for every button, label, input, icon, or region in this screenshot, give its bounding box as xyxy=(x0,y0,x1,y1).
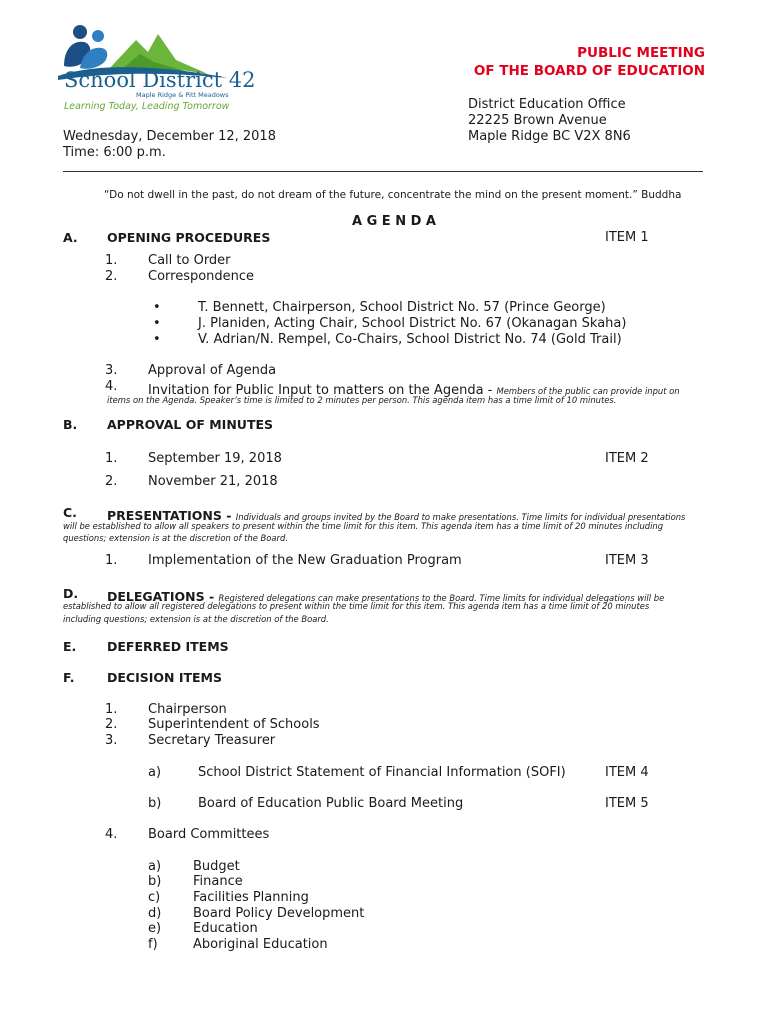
list-item: Chairperson xyxy=(148,702,227,717)
list-number: 4. xyxy=(105,827,118,842)
sub-item: Board of Education Public Board Meeting xyxy=(198,796,464,811)
delegations-note: Registered delegations can make presentations to the Board. Time limits for individual delegations will be xyxy=(218,593,665,603)
committee-letter: c) xyxy=(148,890,161,905)
list-item: Implementation of the New Graduation Program xyxy=(148,553,462,568)
quote: “Do not dwell in the past, do not dream of the future, concentrate the mind on the present moment.” Buddha xyxy=(104,189,682,201)
list-number: 3. xyxy=(105,733,118,748)
committee-letter: b) xyxy=(148,874,162,889)
section-d-letter: D. xyxy=(63,586,79,601)
committee-item: Aboriginal Education xyxy=(193,937,328,952)
section-b-item: ITEM 2 xyxy=(605,451,649,466)
section-f-letter: F. xyxy=(63,670,75,685)
section-c-letter: C. xyxy=(63,505,77,520)
delegations-note-cont: including questions; extension is at the discretion of the Board. xyxy=(63,614,329,624)
section-a-title: OPENING PROCEDURES xyxy=(107,230,271,245)
list-number: 3. xyxy=(105,363,118,378)
header-rule xyxy=(63,171,703,172)
bullet-icon: • xyxy=(153,316,161,331)
committee-item: Facilities Planning xyxy=(193,890,309,905)
public-input-note: Members of the public can provide input on xyxy=(496,386,680,396)
presentations-note-cont: will be established to allow all speakers to present within the time limit for this item. This agenda item has a time limit of 20 minutes including xyxy=(63,521,664,531)
agenda-title: A G E N D A xyxy=(352,214,436,229)
list-item: Secretary Treasurer xyxy=(148,733,276,748)
committee-letter: a) xyxy=(148,859,162,874)
bullet-item: J. Planiden, Acting Chair, School District No. 67 (Okanagan Skaha) xyxy=(198,316,627,331)
committee-item: Education xyxy=(193,921,258,936)
section-a-letter: A. xyxy=(63,230,78,245)
section-b-letter: B. xyxy=(63,417,78,432)
committee-item: Finance xyxy=(193,874,243,889)
bullet-item: T. Bennett, Chairperson, School District No. 57 (Prince George) xyxy=(198,300,606,315)
section-f-title: DECISION ITEMS xyxy=(107,670,222,685)
list-number: 1. xyxy=(105,553,118,568)
list-item: Call to Order xyxy=(148,253,231,268)
meeting-title-line1: PUBLIC MEETING xyxy=(577,45,705,61)
address-line: Maple Ridge BC V2X 8N6 xyxy=(468,129,631,144)
bullet-icon: • xyxy=(153,300,161,315)
section-c-item: ITEM 3 xyxy=(605,553,649,568)
list-item: Invitation for Public Input to matters on the Agenda - xyxy=(148,383,497,398)
list-number: 4. xyxy=(105,379,118,394)
presentations-note: Individuals and groups invited by the Board to make presentations. Time limits for individual presentations xyxy=(235,512,686,522)
logo-tagline: Learning Today, Leading Tomorrow xyxy=(64,101,230,112)
sub-letter: b) xyxy=(148,796,162,811)
list-number: 1. xyxy=(105,702,118,717)
sub-item: School District Statement of Financial Information (SOFI) xyxy=(198,765,566,780)
sub-item-number: ITEM 5 xyxy=(605,796,649,811)
bullet-icon: • xyxy=(153,332,161,347)
list-number: 2. xyxy=(105,269,118,284)
meeting-title-line2: OF THE BOARD OF EDUCATION xyxy=(473,63,705,79)
list-item: Board Committees xyxy=(148,827,270,842)
list-number: 2. xyxy=(105,474,118,489)
list-number: 1. xyxy=(105,451,118,466)
section-e-title: DEFERRED ITEMS xyxy=(107,639,229,654)
list-item: November 21, 2018 xyxy=(148,474,278,489)
section-a-item: ITEM 1 xyxy=(605,230,649,245)
logo-subtitle: Maple Ridge & Pitt Meadows xyxy=(136,91,229,99)
bullet-item: V. Adrian/N. Rempel, Co-Chairs, School District No. 74 (Gold Trail) xyxy=(198,332,622,347)
list-item: September 19, 2018 xyxy=(148,451,282,466)
address-line: 22225 Brown Avenue xyxy=(468,113,607,128)
presentations-note-cont: questions; extension is at the discretion of the Board. xyxy=(63,533,288,543)
sub-item-number: ITEM 4 xyxy=(605,765,649,780)
list-number: 2. xyxy=(105,717,118,732)
section-c-title: PRESENTATIONS - xyxy=(107,508,236,523)
logo-name: School District 42 xyxy=(64,68,256,92)
list-item: Approval of Agenda xyxy=(148,363,277,378)
meeting-time: Time: 6:00 p.m. xyxy=(63,145,166,160)
committee-item: Board Policy Development xyxy=(193,906,365,921)
list-item: Superintendent of Schools xyxy=(148,717,320,732)
section-b-title: APPROVAL OF MINUTES xyxy=(107,417,274,432)
delegations-note-cont: established to allow all registered delegations to present within the time limit for this item. This agenda item has a time limit of 20 minutes xyxy=(63,601,650,611)
section-e-letter: E. xyxy=(63,639,77,654)
public-input-note-cont: items on the Agenda. Speaker’s time is limited to 2 minutes per person. This agenda item has a time limit of 10 minutes. xyxy=(107,395,617,405)
committee-item: Budget xyxy=(193,859,240,874)
address-line: District Education Office xyxy=(468,97,626,112)
sub-letter: a) xyxy=(148,765,162,780)
list-number: 1. xyxy=(105,253,118,268)
list-item: Correspondence xyxy=(148,269,255,284)
committee-letter: e) xyxy=(148,921,162,936)
committee-letter: d) xyxy=(148,906,162,921)
committee-letter: f) xyxy=(148,937,158,952)
section-d-title: DELEGATIONS - xyxy=(107,589,219,604)
meeting-date: Wednesday, December 12, 2018 xyxy=(63,129,276,144)
